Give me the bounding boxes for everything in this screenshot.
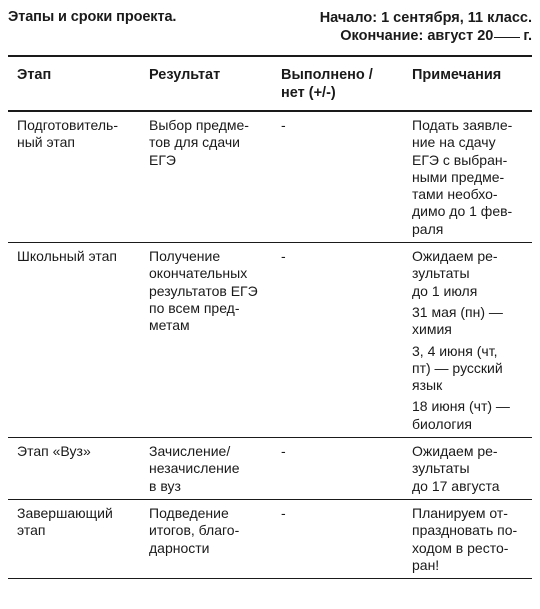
project-dates — [320, 9, 532, 45]
column-header-notes: Примечания — [403, 56, 532, 111]
done-cell: - — [272, 499, 403, 578]
column-header-stage: Этап — [8, 56, 140, 111]
notes-cell — [403, 111, 532, 243]
result-cell: Выбор предме- тов для сдачи ЕГЭ — [140, 111, 272, 243]
stage-cell: Школьный этап — [8, 243, 140, 438]
done-cell: - — [272, 243, 403, 438]
note-text: Ожидаем ре- зультаты до 17 августа — [412, 443, 500, 494]
result-cell: Получение окончательных результатов ЕГЭ по всем пред- метам — [140, 243, 272, 438]
note-text: 18 июня (чт) — биология — [412, 398, 510, 432]
year-blank-line — [494, 37, 520, 38]
stage-cell: Подготовитель- ный этап — [8, 111, 140, 243]
table-row — [8, 243, 532, 438]
table-row — [8, 499, 532, 578]
document-title: Этапы и сроки проекта. — [8, 9, 177, 25]
project-stages-table — [8, 55, 532, 579]
table-row — [8, 438, 532, 500]
note-text: Подать заявле- ние на сдачу ЕГЭ с выбран- ными предме- тами необхо- димо до 1 фев- раля — [412, 117, 513, 237]
done-cell: - — [272, 438, 403, 500]
column-header-done: Выполнено / нет (+/-) — [272, 56, 403, 111]
end-date-suffix: г. — [523, 28, 532, 44]
result-cell: Зачисление/ незачисление в вуз — [140, 438, 272, 500]
document-header — [8, 5, 532, 45]
notes-cell — [403, 499, 532, 578]
column-header-result: Результат — [140, 56, 272, 111]
stage-cell: Завершающий этап — [8, 499, 140, 578]
table-row — [8, 111, 532, 243]
end-date-prefix: Окончание: август 20 — [340, 28, 494, 44]
end-date — [320, 27, 532, 45]
notes-cell — [403, 243, 532, 438]
table-header-row — [8, 56, 532, 111]
note-text: 31 мая (пн) — химия — [412, 303, 503, 338]
note-text: Ожидаем ре- зультаты до 1 июля — [412, 248, 498, 299]
result-cell: Подведение итогов, благо- дарности — [140, 499, 272, 578]
note-text: Планируем от- праздновать по- ходом в ресто- ран! — [412, 504, 518, 573]
stage-cell: Этап «Вуз» — [8, 438, 140, 500]
notes-cell — [403, 438, 532, 500]
note-text: 3, 4 июня (чт, пт) — русский язык — [412, 342, 503, 394]
start-date: Начало: 1 сентября, 11 класс. — [319, 10, 532, 26]
done-cell: - — [272, 111, 403, 243]
